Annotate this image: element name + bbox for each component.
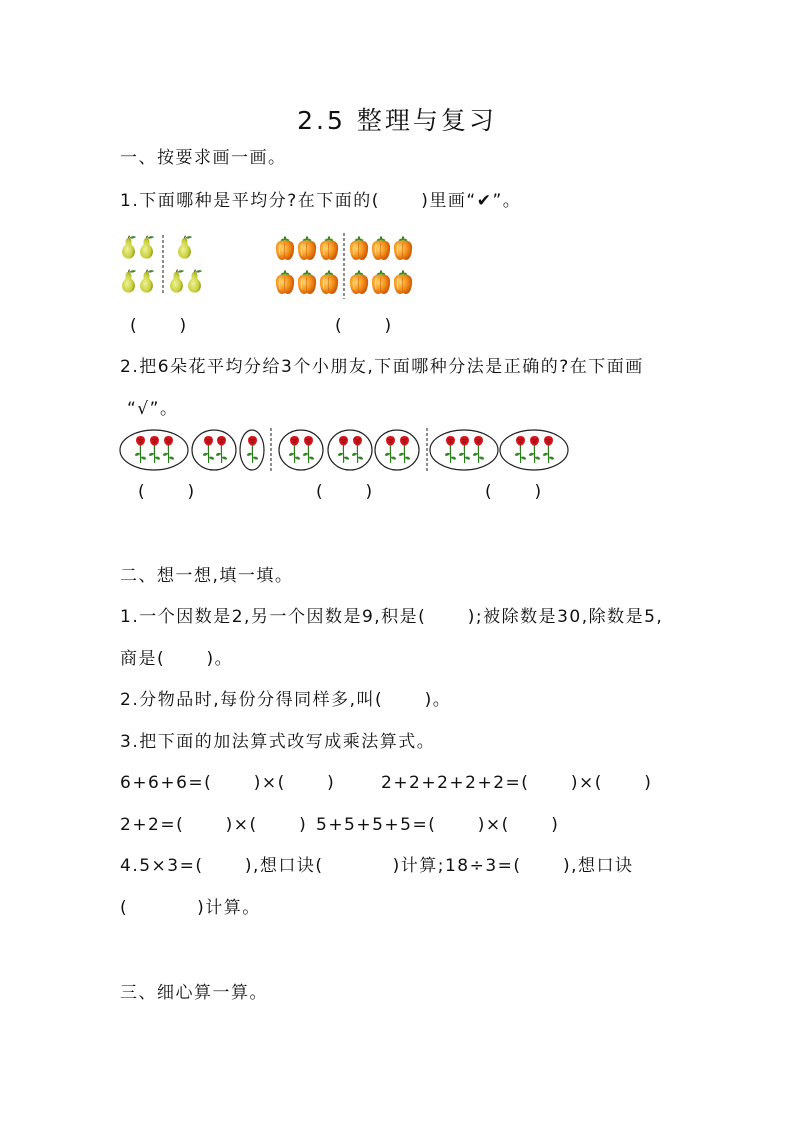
- equation-1: 6+6+6=( )×( ): [120, 773, 336, 793]
- question-2-1-line1: 1.一个因数是2,另一个因数是9,积是( );被除数是30,除数是5,: [120, 607, 664, 627]
- pepper-group-image: [274, 233, 414, 299]
- answer-blank-1-2b[interactable]: ( ): [316, 482, 374, 502]
- equation-2: 2+2+2+2+2=( )×( ): [381, 773, 653, 793]
- pear-group-image: [117, 233, 212, 297]
- answer-blank-1-1a[interactable]: ( ): [130, 316, 188, 336]
- question-2-3: 3.把下面的加法算式改写成乘法算式。: [120, 732, 436, 752]
- page-title: 2.5 整理与复习: [297, 106, 497, 135]
- question-2-4-line2: ( )计算。: [120, 898, 261, 918]
- answer-blank-1-1b[interactable]: ( ): [335, 316, 393, 336]
- question-2-4-line1: 4.5×3=( ),想口诀( )计算;18÷3=( ),想口诀: [120, 856, 634, 876]
- question-2-2: 2.分物品时,每份分得同样多,叫( )。: [120, 690, 452, 710]
- answer-blank-1-2a[interactable]: ( ): [138, 482, 196, 502]
- question-1-2-line2: “√”。: [127, 399, 179, 419]
- flower-groups-image: [118, 426, 570, 474]
- question-1-1: 1.下面哪种是平均分?在下面的( )里画“✔”。: [120, 191, 522, 211]
- equation-3: 2+2=( )×( ): [120, 815, 308, 835]
- section-heading-2: 二、想一想,填一填。: [120, 566, 294, 586]
- section-heading-1: 一、按要求画一画。: [120, 148, 287, 168]
- section-heading-3: 三、细心算一算。: [120, 983, 268, 1003]
- answer-blank-1-2c[interactable]: ( ): [485, 482, 543, 502]
- question-1-2-line1: 2.把6朵花平均分给3个小朋友,下面哪种分法是正确的?在下面画: [120, 357, 644, 377]
- question-2-1-line2: 商是( )。: [120, 649, 234, 669]
- equation-4: 5+5+5+5=( )×( ): [316, 815, 560, 835]
